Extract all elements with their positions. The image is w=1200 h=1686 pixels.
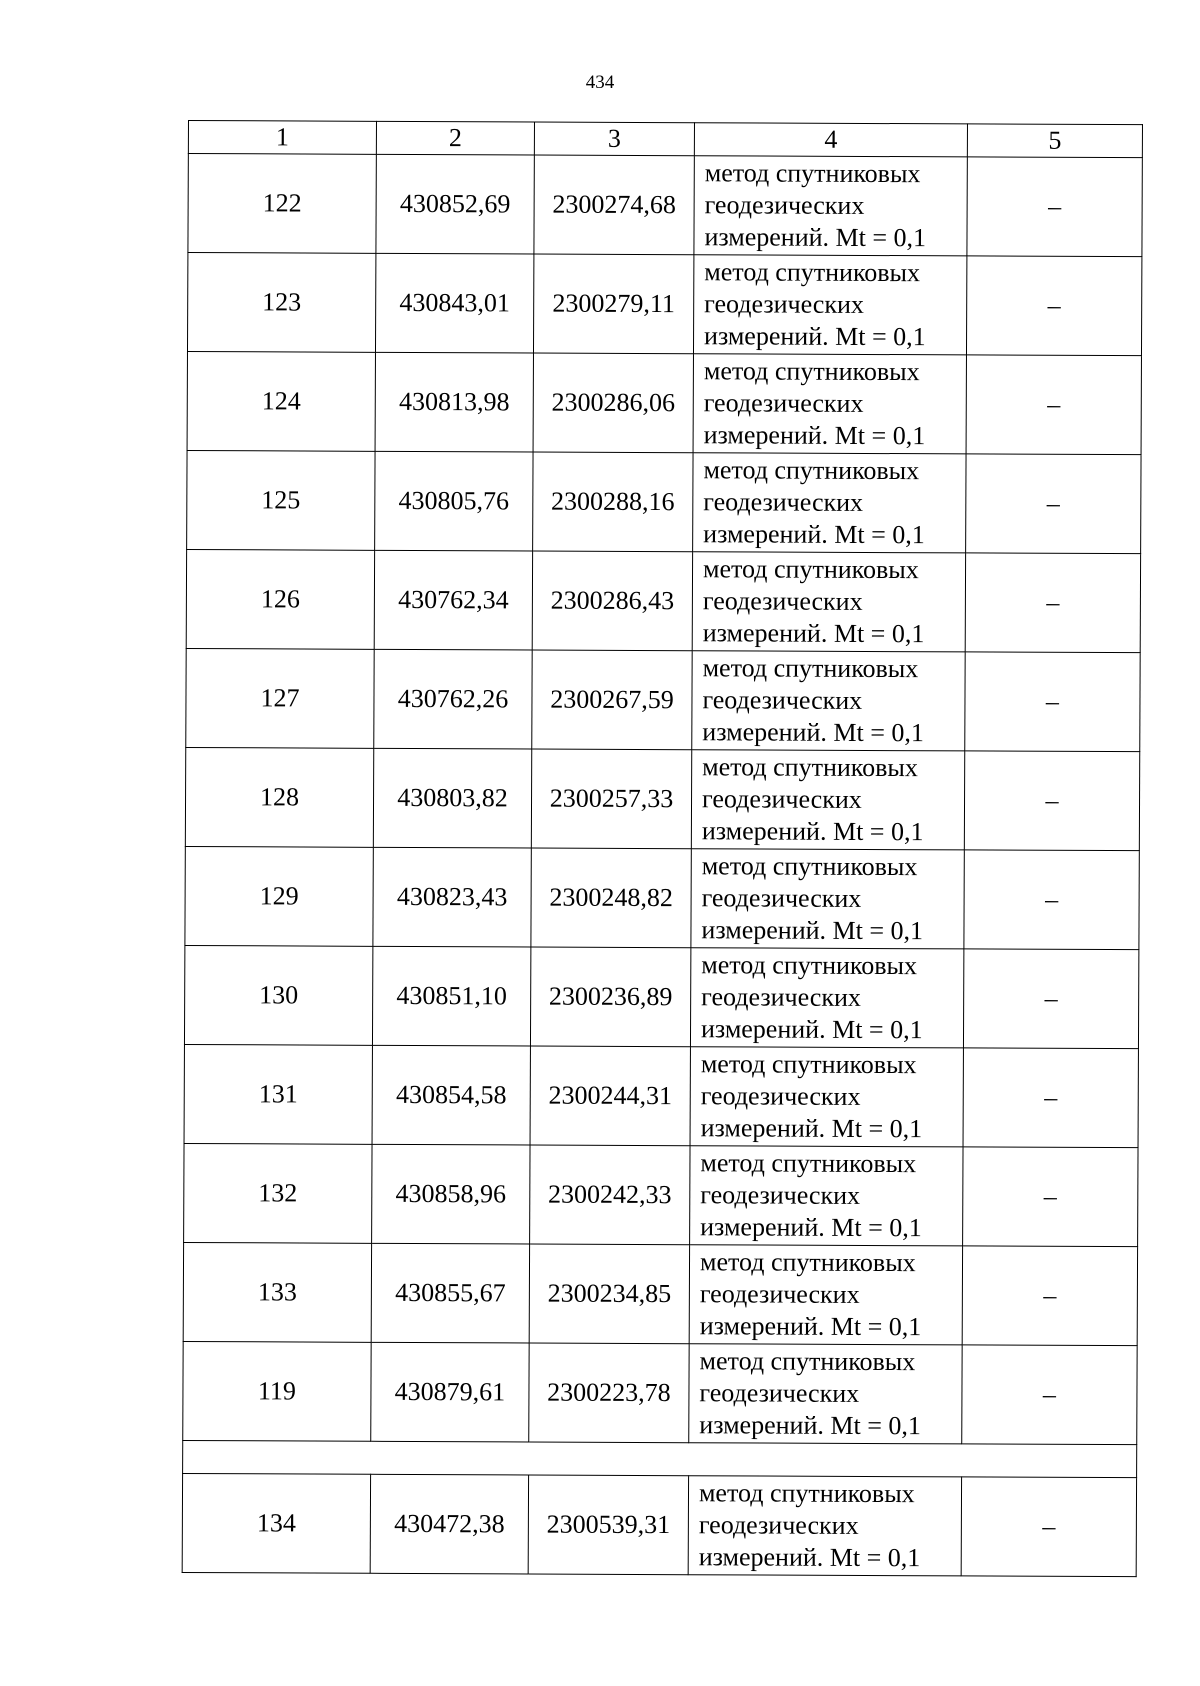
method-line: геодезических xyxy=(700,1081,861,1111)
coordinates-table-container xyxy=(182,120,1142,1577)
col5-cell: – xyxy=(966,355,1141,455)
header-row xyxy=(188,121,1142,158)
x-coordinate-cell: 430762,26 xyxy=(374,649,532,749)
method-line: геодезических xyxy=(701,982,861,1012)
y-coordinate-cell: 2300539,31 xyxy=(528,1475,688,1575)
table-separator xyxy=(183,1440,1137,1477)
method-cell xyxy=(689,1245,962,1345)
x-coordinate-cell: 430851,10 xyxy=(372,946,530,1046)
x-coordinate-cell: 430813,98 xyxy=(375,352,533,452)
col5-cell: – xyxy=(961,1477,1136,1577)
header-col-1: 1 xyxy=(188,121,376,155)
col5-cell: – xyxy=(964,850,1139,950)
method-line: измерений. Mt = 0,1 xyxy=(699,1311,922,1342)
point-number-cell: 134 xyxy=(182,1473,370,1573)
method-line: метод спутниковых xyxy=(702,554,919,585)
method-line: геодезических xyxy=(703,487,864,517)
table-row xyxy=(185,747,1139,850)
y-coordinate-cell: 2300244,31 xyxy=(530,1046,690,1146)
header-col-3: 3 xyxy=(534,122,694,156)
method-line: метод спутниковых xyxy=(702,752,918,783)
method-line: метод спутниковых xyxy=(700,1148,917,1179)
y-coordinate-cell: 2300267,59 xyxy=(532,650,692,750)
header-col-5: 5 xyxy=(967,124,1142,158)
method-cell xyxy=(693,354,966,454)
method-line: геодезических xyxy=(702,685,863,715)
method-cell xyxy=(694,156,967,256)
point-number-cell: 130 xyxy=(184,945,372,1045)
method-line: измерений. Mt = 0,1 xyxy=(702,618,925,649)
method-cell xyxy=(691,750,964,850)
method-line: метод спутниковых xyxy=(703,356,920,387)
col5-cell: – xyxy=(964,751,1139,851)
y-coordinate-cell: 2300257,33 xyxy=(531,749,691,849)
method-line: измерений. Mt = 0,1 xyxy=(700,1212,922,1243)
table-header xyxy=(188,121,1142,158)
col5-cell: – xyxy=(966,454,1141,554)
method-line: геодезических xyxy=(704,190,865,220)
method-line: метод спутниковых xyxy=(698,1478,915,1509)
method-line: метод спутниковых xyxy=(704,158,921,189)
col5-cell: – xyxy=(963,1147,1138,1247)
table-body-group-2 xyxy=(182,1473,1136,1576)
method-line: измерений. Mt = 0,1 xyxy=(703,519,925,550)
col5-cell: – xyxy=(965,553,1140,653)
col5-cell: – xyxy=(963,1048,1138,1148)
x-coordinate-cell: 430472,38 xyxy=(370,1474,528,1574)
point-number-cell: 122 xyxy=(188,154,376,254)
method-line: геодезических xyxy=(701,784,862,814)
col5-cell: – xyxy=(962,1246,1137,1346)
method-line: измерений. Mt = 0,1 xyxy=(702,717,925,748)
point-number-cell: 133 xyxy=(183,1242,371,1342)
header-col-4: 4 xyxy=(694,123,967,157)
method-cell xyxy=(688,1476,961,1576)
point-number-cell: 129 xyxy=(185,846,373,946)
point-number-cell: 123 xyxy=(187,253,375,353)
method-line: геодезических xyxy=(700,1180,861,1210)
table-row xyxy=(187,253,1141,356)
x-coordinate-cell: 430843,01 xyxy=(375,253,533,353)
table-row xyxy=(184,1044,1138,1147)
table-row xyxy=(186,648,1140,751)
x-coordinate-cell: 430762,34 xyxy=(374,550,532,650)
page-number: 434 xyxy=(585,72,615,93)
table-row xyxy=(184,945,1138,1048)
x-coordinate-cell: 430855,67 xyxy=(371,1243,529,1343)
method-line: метод спутниковых xyxy=(701,950,918,981)
y-coordinate-cell: 2300279,11 xyxy=(533,254,693,354)
method-line: метод спутниковых xyxy=(702,653,919,684)
table-row xyxy=(183,1242,1137,1345)
table-row xyxy=(182,1473,1136,1576)
method-line: измерений. Mt = 0,1 xyxy=(700,1014,923,1045)
y-coordinate-cell: 2300236,89 xyxy=(530,947,690,1047)
table-row xyxy=(185,846,1139,949)
table-row xyxy=(183,1341,1137,1444)
method-cell xyxy=(693,255,966,355)
y-coordinate-cell: 2300288,16 xyxy=(533,452,693,552)
method-line: измерений. Mt = 0,1 xyxy=(699,1410,921,1441)
y-coordinate-cell: 2300234,85 xyxy=(529,1244,689,1344)
table-body-group-1 xyxy=(183,154,1143,1445)
x-coordinate-cell: 430858,96 xyxy=(372,1144,530,1244)
x-coordinate-cell: 430803,82 xyxy=(373,748,531,848)
x-coordinate-cell: 430805,76 xyxy=(375,451,533,551)
method-line: геодезических xyxy=(704,289,864,319)
method-cell xyxy=(693,453,966,553)
method-line: метод спутниковых xyxy=(704,257,921,288)
x-coordinate-cell: 430823,43 xyxy=(373,847,531,947)
method-cell xyxy=(692,552,965,652)
point-number-cell: 132 xyxy=(184,1143,372,1243)
x-coordinate-cell: 430852,69 xyxy=(376,154,534,254)
x-coordinate-cell: 430879,61 xyxy=(371,1342,529,1442)
col5-cell: – xyxy=(962,1345,1137,1445)
empty-row xyxy=(183,1440,1137,1477)
method-line: измерений. Mt = 0,1 xyxy=(698,1542,921,1573)
method-cell xyxy=(691,849,964,949)
method-line: геодезических xyxy=(701,883,862,913)
col5-cell: – xyxy=(967,157,1142,257)
method-line: геодезических xyxy=(702,586,863,616)
col5-cell: – xyxy=(963,949,1138,1049)
point-number-cell: 127 xyxy=(186,648,374,748)
method-line: геодезических xyxy=(703,388,864,418)
table-row xyxy=(188,154,1142,257)
x-coordinate-cell: 430854,58 xyxy=(372,1045,530,1145)
y-coordinate-cell: 2300286,06 xyxy=(533,353,693,453)
method-line: измерений. Mt = 0,1 xyxy=(704,222,927,253)
y-coordinate-cell: 2300242,33 xyxy=(530,1145,690,1245)
method-cell xyxy=(690,1146,963,1246)
method-line: измерений. Mt = 0,1 xyxy=(703,420,926,451)
point-number-cell: 128 xyxy=(185,747,373,847)
table-row xyxy=(187,450,1141,553)
method-line: метод спутниковых xyxy=(701,851,918,882)
method-line: метод спутниковых xyxy=(699,1247,916,1278)
col5-cell: – xyxy=(965,652,1140,752)
method-cell xyxy=(690,1047,963,1147)
method-line: измерений. Mt = 0,1 xyxy=(701,816,924,847)
header-col-2: 2 xyxy=(376,121,534,155)
method-line: геодезических xyxy=(698,1510,859,1540)
point-number-cell: 126 xyxy=(186,549,374,649)
y-coordinate-cell: 2300274,68 xyxy=(534,155,694,255)
coordinates-table xyxy=(182,120,1143,1577)
y-coordinate-cell: 2300286,43 xyxy=(532,551,692,651)
table-row xyxy=(186,549,1140,652)
point-number-cell: 131 xyxy=(184,1044,372,1144)
point-number-cell: 125 xyxy=(187,450,375,550)
point-number-cell: 124 xyxy=(187,351,375,451)
table-row xyxy=(187,351,1141,454)
method-line: метод спутниковых xyxy=(700,1049,917,1080)
table-row xyxy=(184,1143,1138,1246)
y-coordinate-cell: 2300248,82 xyxy=(531,848,691,948)
method-line: метод спутниковых xyxy=(703,455,920,486)
method-cell xyxy=(692,651,965,751)
col5-cell: – xyxy=(966,256,1141,356)
empty-cell xyxy=(183,1440,1137,1477)
method-line: геодезических xyxy=(699,1378,860,1408)
method-line: измерений. Mt = 0,1 xyxy=(704,321,926,352)
method-line: измерений. Mt = 0,1 xyxy=(701,915,924,946)
point-number-cell: 119 xyxy=(183,1341,371,1441)
method-line: геодезических xyxy=(699,1279,860,1309)
y-coordinate-cell: 2300223,78 xyxy=(529,1343,689,1443)
method-line: измерений. Mt = 0,1 xyxy=(700,1113,923,1144)
method-line: метод спутниковых xyxy=(699,1346,916,1377)
method-cell xyxy=(690,948,963,1048)
method-cell xyxy=(689,1344,962,1444)
